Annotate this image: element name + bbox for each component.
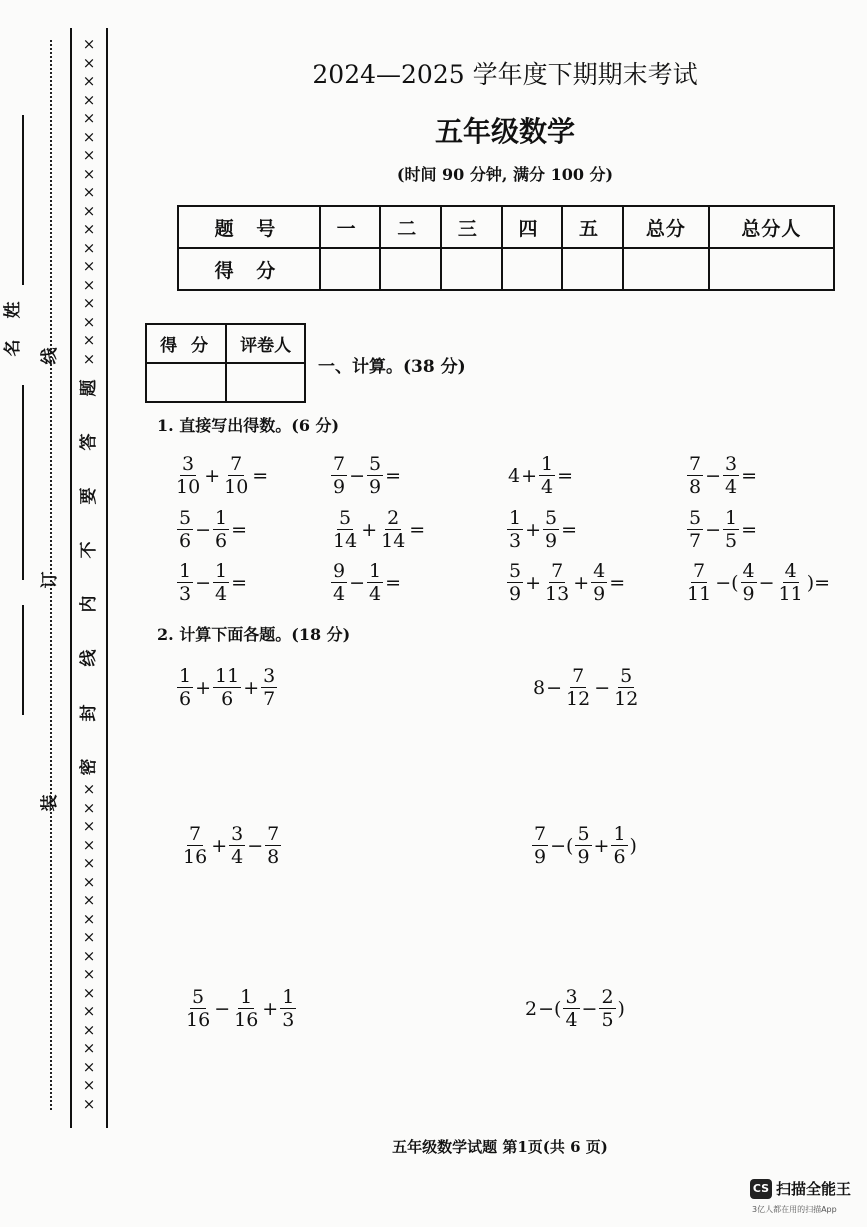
grader-score-label: 得 分 [146,324,226,363]
no-answer-char-5: 内 [79,595,99,613]
score-header-4: 四 [502,206,563,248]
number-underline [22,605,24,715]
q2-expr-3: $\frac{7}{16}$ + $\frac{3}{4}$ − $\frac{7}{8}$ [183,823,280,868]
score-header-3: 三 [441,206,502,248]
q2-expr-1: $\frac{1}{6}$ + $\frac{11}{6}$ + $\frac{3}{7}$ [179,665,276,710]
question-1-title: 1. 直接写出得数。(6 分) [157,416,340,435]
score-header-5: 五 [562,206,623,248]
score-header-1: 一 [320,206,381,248]
exam-title: 2024—2025 学年度下期期末考试 [312,60,698,89]
exam-subject: 五年级数学 [434,115,575,148]
q1-expr-12: $\frac{7}{11}$ −( $\frac{4}{9}$ − $\frac{4}{11}$ )= [687,560,831,605]
score-cell[interactable] [562,248,623,290]
question-2-title: 2. 计算下面各题。(18 分) [157,625,351,644]
scanner-tagline: 3亿人都在用的扫描App [752,1205,837,1214]
score-table [177,205,835,291]
page-footer: 五年级数学试题 第1页(共 6 页) [392,1138,608,1156]
q1-expr-7: $\frac{1}{3}$ + $\frac{5}{9}$ = [509,507,578,552]
grader-name-cell[interactable] [226,363,305,402]
score-cell[interactable] [623,248,709,290]
scanner-logo [750,1178,851,1199]
name-label-2: 名 [3,339,23,357]
grader-name-label: 评卷人 [226,324,305,363]
q2-expr-6: 2 −( $\frac{3}{4}$ − $\frac{2}{5}$ ) [525,986,625,1031]
score-header-total-grader: 总分人 [709,206,834,248]
exam-time-note: (时间 90 分钟, 满分 100 分) [396,165,614,184]
q1-expr-8: $\frac{5}{7}$ − $\frac{1}{5}$ = [689,507,758,552]
margin-line-right [106,28,108,1128]
q1-expr-6: $\frac{5}{14}$ + $\frac{2}{14}$ = [333,507,426,552]
score-cell[interactable] [380,248,441,290]
no-answer-char-1: 题 [79,379,99,397]
no-answer-char-2: 答 [79,433,99,451]
score-header-total: 总分 [623,206,709,248]
q1-expr-5: $\frac{5}{6}$ − $\frac{1}{6}$ = [179,507,248,552]
q1-expr-10: $\frac{9}{4}$ − $\frac{1}{4}$ = [333,560,402,605]
class-underline [22,385,24,580]
q2-expr-5: $\frac{5}{16}$ − $\frac{1}{16}$ + $\frac{1}{3}$ [186,986,295,1031]
grader-table [145,323,306,403]
q1-expr-2: $\frac{7}{9}$ − $\frac{5}{9}$ = [333,453,402,498]
q1-expr-9: $\frac{1}{3}$ − $\frac{1}{4}$ = [179,560,248,605]
no-answer-char-7: 封 [79,704,99,722]
score-cell[interactable] [320,248,381,290]
q1-expr-3: 4 + $\frac{1}{4}$ = [508,453,574,498]
score-header-label: 题 号 [178,206,320,248]
margin-line-left [70,28,72,1128]
q1-expr-4: $\frac{7}{8}$ − $\frac{3}{4}$ = [689,453,758,498]
score-cell[interactable] [502,248,563,290]
q2-expr-2: 8 − $\frac{7}{12}$ − $\frac{5}{12}$ [533,665,639,710]
scanner-cs-icon: CS [750,1179,772,1199]
no-answer-char-4: 不 [79,541,99,559]
q1-expr-1: $\frac{3}{10}$ + $\frac{7}{10}$ = [176,453,269,498]
score-row-label: 得 分 [178,248,320,290]
score-cell[interactable] [441,248,502,290]
score-cell[interactable] [709,248,834,290]
score-header-2: 二 [380,206,441,248]
q1-expr-11: $\frac{5}{9}$ + $\frac{7}{13}$ + $\frac{4}{9}$ = [509,560,626,605]
binding-fold-label: 装 [40,794,60,812]
q2-expr-4: $\frac{7}{9}$ −( $\frac{5}{9}$ + $\frac{1}{6}$ ) [534,823,637,868]
binding-line-label: 线 [40,347,60,365]
no-answer-char-6: 线 [79,649,99,667]
no-answer-char-3: 要 [79,487,99,505]
no-answer-char-8: 密 [79,758,99,776]
grader-score-cell[interactable] [146,363,226,402]
margin-x-column-bottom: × × × × × × × × × × × × × × × × × × [82,780,96,1113]
section-1-title: 一、计算。(38 分) [318,357,466,377]
binding-staple-label: 订 [40,571,60,589]
margin-x-column-top: × × × × × × × × × × × × × × × × × × [82,35,96,368]
name-label-1: 姓 [3,301,23,319]
scanner-brand: 扫描全能王 [776,1180,852,1198]
